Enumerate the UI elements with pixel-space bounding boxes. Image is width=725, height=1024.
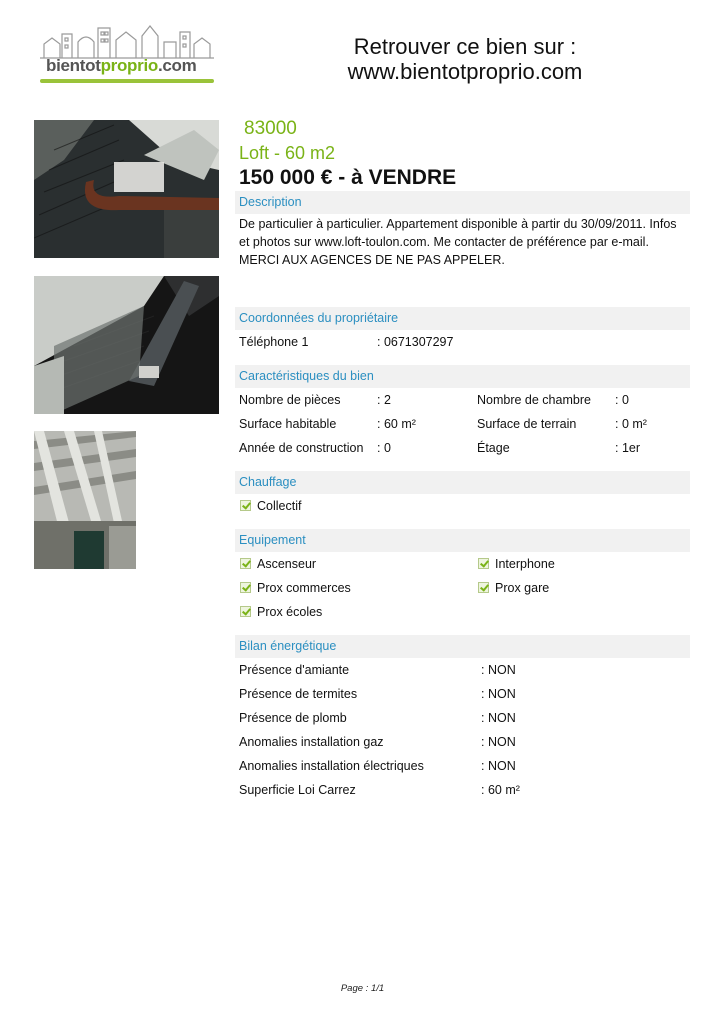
photo-staircase-1[interactable] — [34, 120, 219, 258]
heating-item — [235, 494, 690, 518]
feature-value: : 0 — [615, 393, 629, 407]
energy-value: : 60 m² — [481, 783, 520, 797]
energy-row — [235, 730, 690, 754]
header-url[interactable]: www.bientotproprio.com — [347, 59, 583, 84]
feature-label: Étage — [477, 441, 510, 455]
photo-staircase-2[interactable] — [34, 276, 219, 414]
city-skyline-icon — [38, 20, 216, 60]
checkbox-checked-icon — [478, 582, 489, 593]
header-line-1: Retrouver ce bien sur : — [353, 34, 577, 59]
property-type: Loft - 60 m2 — [239, 143, 336, 163]
energy-label: Anomalies installation gaz — [239, 735, 384, 749]
checkbox-checked-icon — [240, 558, 251, 569]
section-heating-heading: Chauffage — [235, 471, 690, 494]
energy-label: Superficie Loi Carrez — [239, 783, 356, 797]
equipment-label: Interphone — [495, 557, 555, 571]
energy-value: : NON — [481, 711, 516, 725]
owner-phone-row — [235, 330, 690, 354]
energy-row — [235, 754, 690, 778]
price: 150 000 € - à VENDRE — [239, 166, 457, 189]
checkbox-checked-icon — [240, 582, 251, 593]
equipment-row — [235, 600, 690, 624]
feature-value: : 0 — [377, 441, 391, 455]
phone-value[interactable]: : 0671307297 — [377, 335, 454, 349]
feature-label: Nombre de chambre — [477, 393, 591, 407]
energy-label: Anomalies installation électriques — [239, 759, 424, 773]
equipment-label: Prox commerces — [257, 581, 351, 595]
logo-text: bientotproprio.com — [46, 56, 197, 75]
energy-value: : NON — [481, 687, 516, 701]
checkbox-checked-icon — [240, 500, 251, 511]
equipment-row — [235, 576, 690, 600]
feature-label: Surface habitable — [239, 417, 337, 431]
equipment-label: Prox gare — [495, 581, 550, 595]
feature-label: Nombre de pièces — [239, 393, 341, 407]
energy-label: Présence de termites — [239, 687, 358, 701]
feature-value: : 0 m² — [615, 417, 647, 431]
energy-row — [235, 682, 690, 706]
phone-label: Téléphone 1 — [239, 335, 309, 349]
site-logo[interactable] — [38, 20, 216, 88]
description-text: De particulier à particulier. Appartement disponible à partir du 30/09/2011. Infos et photos sur www.loft-toulon.com. Me contacter de préférence par e-mail. MERCI AUX AGENCES DE NE PAS APPELER. — [239, 217, 677, 267]
section-owner-heading: Coordonnées du propriétaire — [235, 307, 690, 330]
photo-ceiling-beams[interactable] — [34, 431, 136, 569]
header-title — [300, 34, 630, 84]
energy-value: : NON — [481, 735, 516, 749]
logo-underline — [40, 79, 214, 83]
energy-label: Présence d'amiante — [239, 663, 350, 677]
listing-details — [235, 118, 690, 802]
energy-value: : NON — [481, 759, 516, 773]
feature-row — [235, 388, 690, 412]
energy-row — [235, 778, 690, 802]
equipment-row — [235, 552, 690, 576]
section-description-heading: Description — [235, 191, 690, 214]
section-energy-heading: Bilan énergétique — [235, 635, 690, 658]
section-features-heading: Caractéristiques du bien — [235, 365, 690, 388]
energy-row — [235, 658, 690, 682]
feature-row — [235, 436, 690, 460]
energy-row — [235, 706, 690, 730]
checkbox-checked-icon — [478, 558, 489, 569]
checkbox-checked-icon — [240, 606, 251, 617]
feature-label: Surface de terrain — [477, 417, 577, 431]
feature-value: : 1er — [615, 441, 641, 455]
feature-value: : 60 m² — [377, 417, 416, 431]
section-equipment-heading: Equipement — [235, 529, 690, 552]
energy-label: Présence de plomb — [239, 711, 347, 725]
heating-label: Collectif — [257, 499, 302, 513]
feature-value: : 2 — [377, 393, 391, 407]
equipment-label: Prox écoles — [257, 605, 323, 619]
page-number: Page : 1/1 — [340, 983, 385, 994]
feature-row — [235, 412, 690, 436]
feature-label: Année de construction — [239, 441, 364, 455]
postcode: 83000 — [244, 118, 297, 139]
equipment-label: Ascenseur — [257, 557, 317, 571]
energy-value: : NON — [481, 663, 516, 677]
